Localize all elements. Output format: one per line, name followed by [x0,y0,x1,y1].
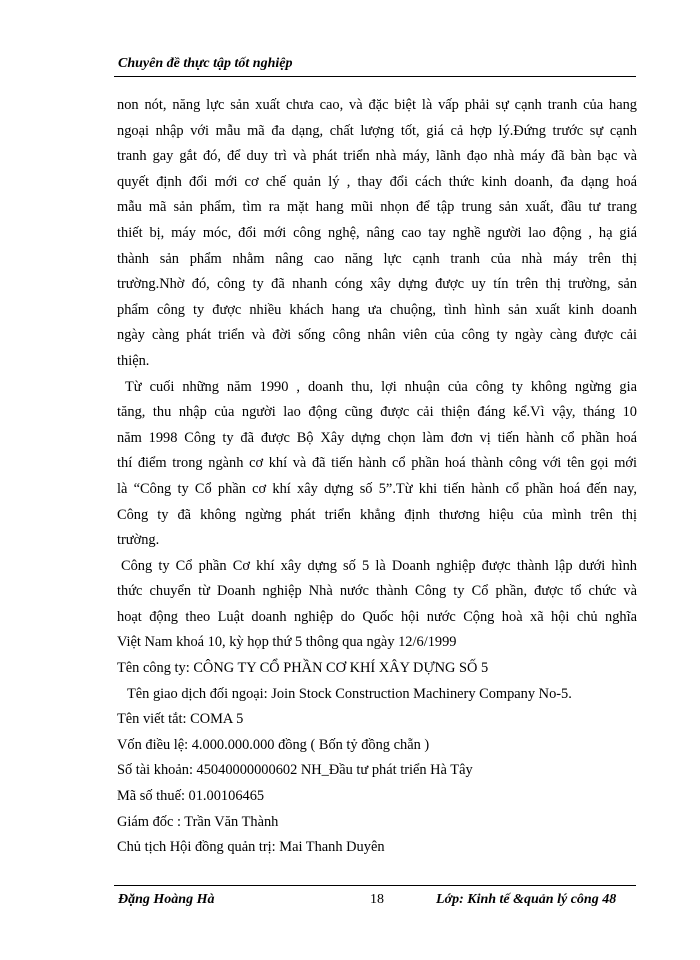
board-chairman-line: Chủ tịch Hội đồng quản trị: Mai Thanh Duyên [117,839,385,856]
trade-name-line: Tên giao dịch đối ngoại: Join Stock Construction Machinery Company No-5. [127,685,572,702]
body-line: thiết bị, máy móc, đổi mới công nghệ, nâng cao tay nghề người lao động , hạ giá [117,224,637,241]
footer-divider [114,885,636,886]
header-divider [114,76,636,77]
account-number-line: Số tài khoản: 45040000000602 NH_Đầu tư phát triển Hà Tây [117,762,473,779]
body-line: Công ty Cổ phần Cơ khí xây dựng số 5 là Doanh nghiệp được thành lập dưới hình [121,557,637,574]
body-line: ngày càng phát triển và đời sống công nhân viên của công ty ngày càng được cải [117,327,637,344]
body-line: non nót, năng lực sản xuất chưa cao, và đặc biệt là vấp phải sự cạnh tranh của hang [117,97,637,113]
abbreviation-line: Tên viết tắt: COMA 5 [117,711,244,728]
body-line: Việt Nam khoá 10, kỳ họp thứ 5 thông qua ngày 12/6/1999 [117,634,457,651]
document-body [117,93,637,861]
body-line: thí điểm trong ngành cơ khí và đã tiến hành cổ phần hoá thành công với tên gọi mới [117,455,637,472]
body-line: tăng, thu nhập của người lao động cũng được cải thiện đáng kể.Vì vậy, tháng 10 [117,404,637,421]
body-line: ngoại nhập với mẫu mã đa dạng, chất lượng tốt, giá cả hợp lý.Đứng trước sự cạnh [117,122,637,139]
body-line: quyết định đổi mới cơ chế quản lý , thay đổi cách thức kinh doanh, đa dạng hoá [117,173,637,190]
footer-author: Đặng Hoàng Hà [118,892,215,907]
body-line: hoạt động theo Luật doanh nghiệp do Quốc hội nước Cộng hoà xã hội chủ nghĩa [117,608,637,625]
body-line: thức chuyển từ Doanh nghiệp Nhà nước thành Công ty Cổ phần, được tổ chức và [117,583,637,600]
body-line: trường.Nhờ đó, công ty đã nhanh cóng xây dựng được uy tín trên thị trường, sản [117,276,637,293]
footer-class-name: Lớp: Kinh tế &quản lý công 48 [436,892,617,907]
charter-capital-line: Vốn điều lệ: 4.000.000.000 đồng ( Bốn tỷ đồng chẵn ) [117,736,430,753]
body-line: phẩm công ty được nhiều khách hang ưa chuộng, tình hình sản xuất kinh doanh [117,301,637,318]
company-name-line: Tên công ty: CÔNG TY CỔ PHẦN CƠ KHÍ XÂY DỰNG SỐ 5 [117,660,489,677]
tax-code-line: Mã số thuế: 01.00106465 [117,788,265,805]
body-line: thiện. [117,352,150,369]
body-line: tranh gay gắt đó, để duy trì và phát triển nhà máy, lãnh đạo nhà máy đã bàn bạc và [117,148,637,165]
body-line: Từ cuối những năm 1990 , doanh thu, lợi nhuận của công ty không ngừng gia [125,378,637,395]
body-line: là “Công ty Cổ phần cơ khí xây dựng số 5”.Từ khi tiến hành cổ phần hoá đến nay, [117,480,637,497]
body-line: thành sản phẩm nhằm nâng cao năng lực cạnh tranh của nhà máy trên thị [117,250,637,267]
body-line: Công ty đã không ngừng phát triển khẳng định thương hiệu của mình trên thị [117,506,637,523]
body-line: trường. [117,532,160,549]
page-header-title: Chuyên đề thực tập tốt nghiệp [118,56,293,71]
body-line: mẫu mã sản phẩm, tìm ra mặt hang mũi nhọn để tập trung sản xuất, đầu tư trang [117,199,637,216]
body-line: năm 1998 Công ty đã được Bộ Xây dựng chọn làm đơn vị tiến hành cổ phần hoá [117,429,637,446]
director-line: Giám đốc : Trần Văn Thành [117,813,279,830]
page-number: 18 [370,892,384,907]
